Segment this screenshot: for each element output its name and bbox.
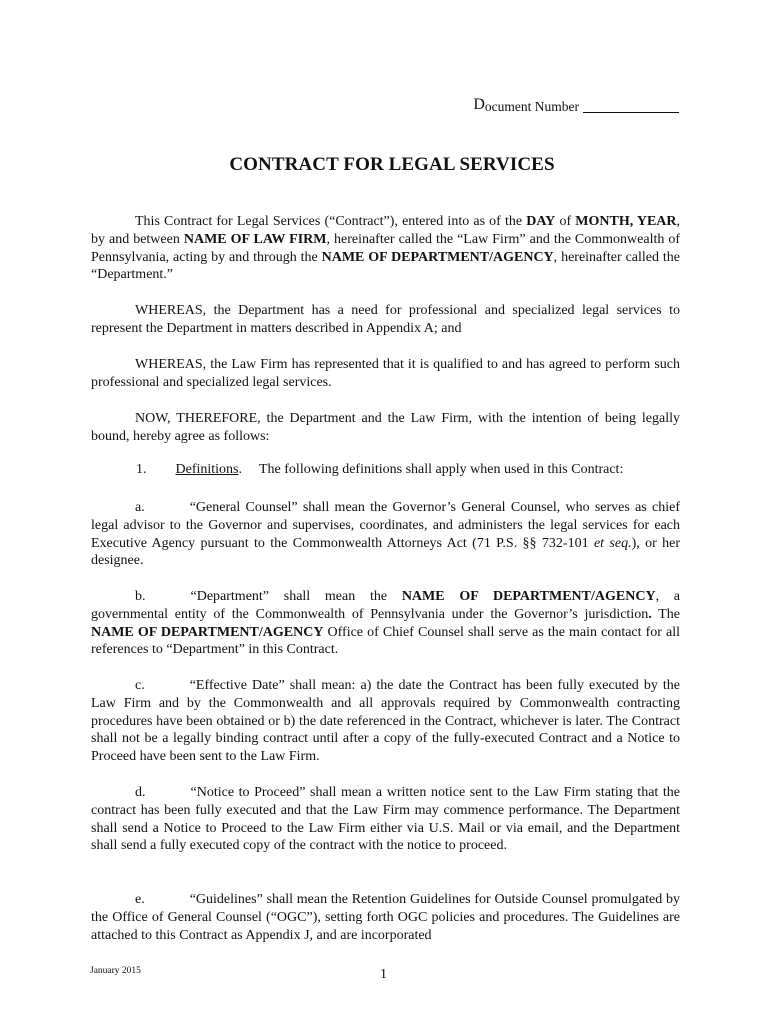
definition-d-text: “Notice to Proceed” shall mean a written notice sent to the Law Firm stating that the contract has been fully executed and that the Law Firm may commence performance. The Department shall send a Notice to Proceed to the Law Firm either via U.S. Mail or via email, and the Department shall send a fully executed copy of the contract with the notice to proceed.: [91, 785, 680, 854]
therefore-text: NOW, THEREFORE, the Department and the Law Firm, with the intention of being legally bound, hereby agree as follows:: [91, 411, 680, 444]
therefore-paragraph: [91, 410, 680, 446]
definition-a-letter: a.: [135, 500, 145, 515]
whereas-paragraph-1: [91, 302, 680, 338]
definition-d: [91, 784, 680, 855]
definitions-title: Definitions: [175, 462, 239, 477]
definition-e-text: “Guidelines” shall mean the Retention Guidelines for Outside Counsel promulgated by the Office of General Counsel (“OGC”), setting forth OGC policies and procedures. The Guidelines are attached to this Contract as Appendix J, and are incorporated: [91, 892, 680, 943]
definition-a-end: ), or her designee.: [91, 535, 681, 569]
whereas-paragraph-2: [91, 356, 680, 392]
document-number-label: ocument Number: [484, 99, 579, 114]
definition-c-text: “Effective Date” shall mean: a) the date the Contract has been fully executed by the Law Firm and by the Commonwealth and all approvals required by Commonwealth contracting procedures have been obtained or b) the date referenced in the Contract, whichever is later. The Contract shall not be a legally binding contract until after a copy of the fully-executed Contract and a Notice to Proceed have been sent to the Law Firm.: [91, 678, 680, 765]
month-year-placeholder: MONTH, YEAR: [575, 214, 677, 229]
definition-a-text: “General Counsel” shall mean the Governor’s General Counsel, who serves as chief legal advisor to the Governor and supervises, coordinates, and administers the legal services for each Executive Agency pursuant to the Commonwealth Attorneys Act (71 P.S. §§ 732-101: [91, 500, 680, 551]
whereas-text-1: WHEREAS, the Department has a need for professional and specialized legal services to represent the Department in matters described in Appendix A; and: [91, 303, 680, 336]
intro-text-4: , hereinafter called the “Law Firm” and the Commonwealth of Pennsylvania, acting by and through the: [91, 231, 681, 265]
law-firm-placeholder: NAME OF LAW FIRM: [183, 231, 327, 247]
document-number-initial: D: [473, 96, 485, 113]
department-placeholder: NAME OF DEPARTMENT/AGENCY: [321, 249, 554, 265]
definitions-intro: The following definitions shall apply when used in this Contract:: [259, 462, 624, 477]
page-title: CONTRACT FOR LEGAL SERVICES: [229, 154, 555, 175]
intro-text-5: , hereinafter called the “Department.”: [91, 249, 680, 283]
whereas-text-2: WHEREAS, the Law Firm has represented that it is qualified to and has agreed to perform such professional and specialized legal services.: [91, 357, 680, 390]
definition-b-text-3: The: [651, 606, 680, 622]
definition-c-letter: c.: [135, 678, 145, 693]
definition-b: [91, 588, 680, 659]
document-number: [473, 96, 679, 115]
day-placeholder: DAY: [526, 214, 556, 229]
definition-b-text-4: Office of Chief Counsel shall serve as the main contact for all references to “Department” in this Contract.: [91, 624, 680, 658]
definition-b-letter: b.: [135, 589, 146, 604]
intro-text-3: , by and between: [91, 214, 681, 247]
intro-text-2: of: [555, 214, 576, 229]
intro-paragraph: [91, 213, 680, 284]
definition-b-department-2: NAME OF DEPARTMENT/AGENCY: [91, 624, 324, 640]
definition-c: [91, 677, 680, 766]
page-number: 1: [380, 967, 387, 982]
document-number-blank-line: [583, 112, 679, 113]
definition-b-text-1: “Department” shall mean the: [190, 589, 402, 604]
definition-a-italic: et seq.: [593, 535, 632, 551]
definition-e: [91, 891, 680, 944]
footer-date: January 2015: [90, 966, 141, 976]
definition-e-letter: e.: [135, 892, 145, 907]
definition-b-period: .: [648, 606, 652, 622]
definition-a: [91, 499, 680, 570]
section-number: 1.: [136, 462, 147, 477]
definitions-period: .: [238, 462, 242, 477]
definition-b-text-2: , a governmental entity of the Commonwealth of Pennsylvania under the Governor’s jurisdiction: [91, 589, 681, 622]
definitions-heading: [136, 462, 623, 478]
intro-text-1: This Contract for Legal Services (“Contract”), entered into as of the: [135, 214, 527, 229]
definition-b-department-1: NAME OF DEPARTMENT/AGENCY: [401, 589, 656, 604]
definition-d-letter: d.: [135, 785, 146, 800]
